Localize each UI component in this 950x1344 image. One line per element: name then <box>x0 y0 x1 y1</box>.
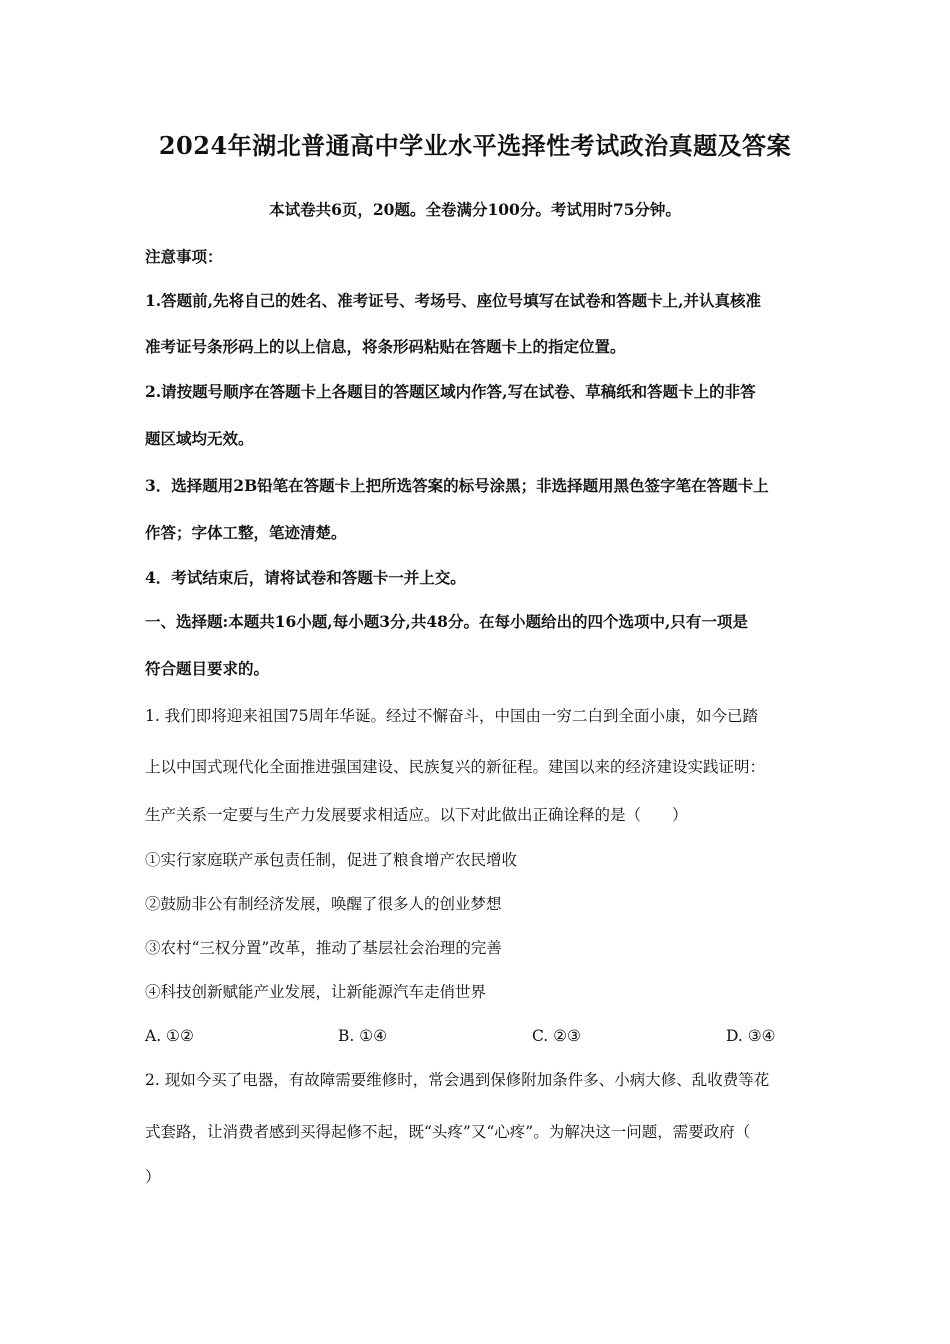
q1-item-1: ①实行家庭联产承包责任制，促进了粮食增产农民增收 <box>145 851 518 869</box>
note-1-line-2: 准考证号条形码上的以上信息，将条形码粘贴在答题卡上的指定位置。 <box>145 337 626 356</box>
note-4-line-1: 4．考试结束后，请将试卷和答题卡一并上交。 <box>145 568 466 587</box>
q2-stem-line-3: ） <box>145 1168 161 1186</box>
q2-stem-line-2: 式套路，让消费者感到买得起修不起，既“头疼”又“心疼”。为解决这一问题，需要政府（ <box>145 1123 751 1141</box>
exam-title: 2024年湖北普通高中学业水平选择性考试政治真题及答案 <box>158 131 792 160</box>
q1-item-3: ③农村“三权分置”改革，推动了基层社会治理的完善 <box>145 939 502 957</box>
q1-stem-line-3: 生产关系一定要与生产力发展要求相适应。以下对此做出正确诠释的是（ ） <box>145 806 688 824</box>
note-2-line-2: 题区域均无效。 <box>145 429 254 448</box>
q1-option-c: C. ②③ <box>532 1027 581 1045</box>
q1-stem-line-2: 上以中国式现代化全面推进强国建设、民族复兴的新征程。建国以来的经济建设实践证明： <box>145 758 766 776</box>
section-heading-line-1: 一、选择题:本题共16小题,每小题3分,共48分。在每小题给出的四个选项中,只有一项是 <box>145 612 748 631</box>
q2-stem-line-1: 2. 现如今买了电器，有故障需要维修时，常会遇到保修附加条件多、小病大修、乱收费等花 <box>145 1071 770 1089</box>
q1-item-4: ④科技创新赋能产业发展，让新能源汽车走俏世界 <box>145 983 487 1001</box>
exam-info: 本试卷共6页，20题。全卷满分100分。考试用时75分钟。 <box>269 200 681 219</box>
q1-stem-line-1: 1. 我们即将迎来祖国75周年华诞。经过不懈奋斗，中国由一穷二白到全面小康，如今已踏 <box>145 707 758 725</box>
notes-heading: 注意事项： <box>145 247 223 266</box>
note-1-line-1: 1.答题前,先将自己的姓名、准考证号、考场号、座位号填写在试卷和答题卡上,并认真核准 <box>145 291 761 310</box>
note-3-line-1: 3．选择题用2B铅笔在答题卡上把所选答案的标号涂黑；非选择题用黑色签字笔在答题卡上 <box>145 476 769 495</box>
q1-option-d: D. ③④ <box>726 1027 776 1045</box>
note-3-line-2: 作答；字体工整，笔迹清楚。 <box>145 523 347 542</box>
note-2-line-1: 2.请按题号顺序在答题卡上各题目的答题区域内作答,写在试卷、草稿纸和答题卡上的非答 <box>145 382 756 401</box>
section-heading-line-2: 符合题目要求的。 <box>145 659 270 678</box>
q1-item-2: ②鼓励非公有制经济发展，唤醒了很多人的创业梦想 <box>145 895 502 913</box>
q1-option-b: B. ①④ <box>338 1027 388 1045</box>
q1-option-a: A. ①② <box>145 1027 194 1045</box>
